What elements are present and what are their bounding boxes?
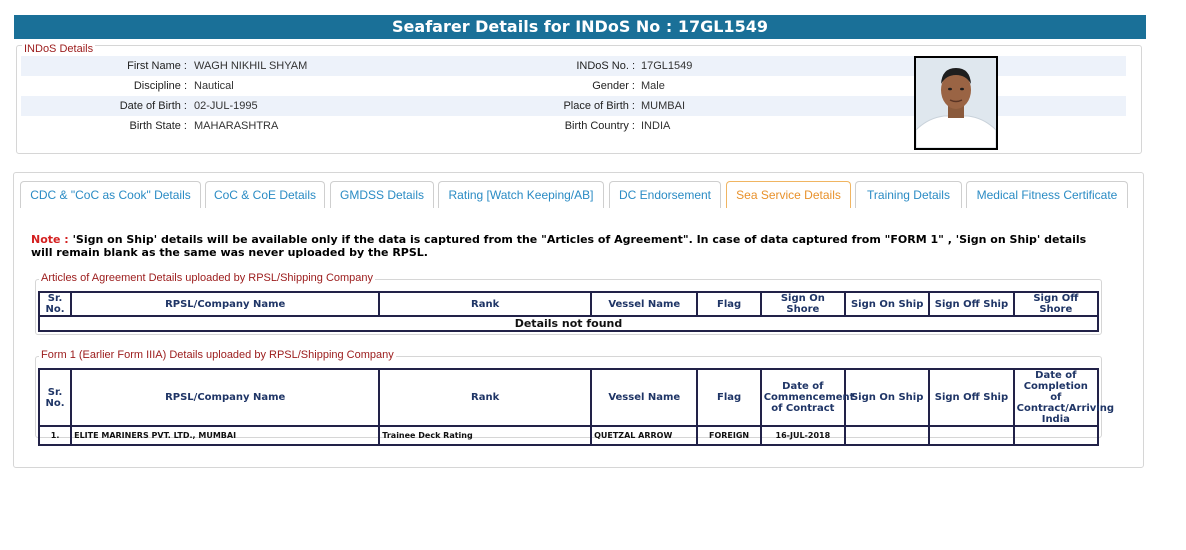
col-sign-off-shore: Sign Off Shore [1014, 292, 1098, 316]
tab-training[interactable]: Training Details [855, 181, 962, 208]
col-vessel-name: Vessel Name [591, 369, 697, 426]
indos-no-value: 17GL1549 [641, 60, 693, 72]
col-sign-on-ship: Sign On Ship [845, 369, 929, 426]
table-header-row [39, 292, 1098, 316]
articles-table [38, 291, 1099, 332]
first-name-value: WAGH NIKHIL SHYAM [194, 60, 308, 72]
tab-rating-watch-keeping[interactable]: Rating [Watch Keeping/AB] [438, 181, 604, 208]
tab-medical-fitness[interactable]: Medical Fitness Certificate [966, 181, 1128, 208]
person-photo-icon [916, 58, 996, 148]
note-label: Note : [31, 233, 69, 246]
table-header-row [39, 369, 1098, 426]
birth-state-label: Birth State : [129, 120, 187, 132]
tab-gmdss[interactable]: GMDSS Details [330, 181, 434, 208]
first-name-label: First Name : [127, 60, 187, 72]
cell-date-of-commencement: 16-JUL-2018 [761, 426, 845, 445]
indos-no-label: INDoS No. : [576, 60, 635, 72]
col-vessel-name: Vessel Name [591, 292, 697, 316]
col-sign-off-ship: Sign Off Ship [929, 369, 1013, 426]
dob-value: 02-JUL-1995 [194, 100, 258, 112]
cell-date-of-completion [1014, 426, 1098, 445]
cell-sr-no: 1. [39, 426, 71, 445]
details-not-found-message: Details not found [39, 316, 1098, 331]
discipline-value: Nautical [194, 80, 234, 92]
form1-section [35, 349, 1115, 440]
col-sign-off-ship: Sign Off Ship [929, 292, 1013, 316]
cell-sign-off-ship [929, 426, 1013, 445]
col-flag: Flag [697, 292, 760, 316]
details-tabs-panel [13, 172, 1144, 468]
indos-details-section [16, 45, 1142, 154]
note-text: 'Sign on Ship' details will be available only if the data is captured from the "Articles of Agreement". In case of data captured from "FORM 1" , 'Sign on Ship' details will remain blank as the same was never uploaded by the RPSL. [31, 233, 1087, 259]
seafarer-photo [914, 56, 998, 150]
tab-coc-coe[interactable]: CoC & CoE Details [205, 181, 325, 208]
articles-legend: Articles of Agreement Details uploaded by RPSL/Shipping Company [41, 272, 374, 284]
table-row [39, 426, 1098, 445]
discipline-label: Discipline : [133, 80, 187, 92]
articles-of-agreement-section [35, 272, 1102, 335]
gender-label: Gender : [592, 80, 635, 92]
col-rank: Rank [379, 292, 591, 316]
col-rank: Rank [379, 369, 591, 426]
cell-company-name: ELITE MARINERS PVT. LTD., MUMBAI [71, 426, 379, 445]
col-sign-on-shore: Sign On Shore [761, 292, 845, 316]
birth-country-value: INDIA [641, 120, 671, 132]
col-company-name: RPSL/Company Name [71, 292, 379, 316]
place-of-birth-value: MUMBAI [641, 100, 685, 112]
tab-dc-endorsement[interactable]: DC Endorsement [609, 181, 721, 208]
col-company-name: RPSL/Company Name [71, 369, 379, 426]
birth-state-value: MAHARASHTRA [194, 120, 279, 132]
form1-legend: Form 1 (Earlier Form IIIA) Details uploaded by RPSL/Shipping Company [41, 349, 394, 361]
col-sign-on-ship: Sign On Ship [845, 292, 929, 316]
col-date-of-completion: Date of Completion of Contract/Arriving India [1014, 369, 1098, 426]
col-date-of-commencement: Date of Commencement of Contract [761, 369, 845, 426]
dob-label: Date of Birth : [119, 100, 187, 112]
cell-flag: FOREIGN [697, 426, 760, 445]
table-row [39, 316, 1098, 331]
col-sr-no: Sr. No. [39, 369, 71, 426]
cell-rank: Trainee Deck Rating [379, 426, 591, 445]
birth-country-label: Birth Country : [564, 120, 635, 132]
indos-details-legend: INDoS Details [24, 43, 94, 55]
place-of-birth-label: Place of Birth : [563, 100, 635, 112]
page-title: Seafarer Details for INDoS No : 17GL1549 [14, 15, 1146, 39]
cell-vessel-name: QUETZAL ARROW [591, 426, 697, 445]
col-flag: Flag [697, 369, 760, 426]
gender-value: Male [641, 80, 665, 92]
tab-cdc-coc-cook[interactable]: CDC & "CoC as Cook" Details [20, 181, 201, 208]
tab-sea-service[interactable]: Sea Service Details [726, 181, 851, 208]
cell-sign-on-ship [845, 426, 929, 445]
col-sr-no: Sr. No. [39, 292, 71, 316]
form1-table [38, 368, 1115, 446]
sign-on-ship-note [31, 233, 1091, 259]
